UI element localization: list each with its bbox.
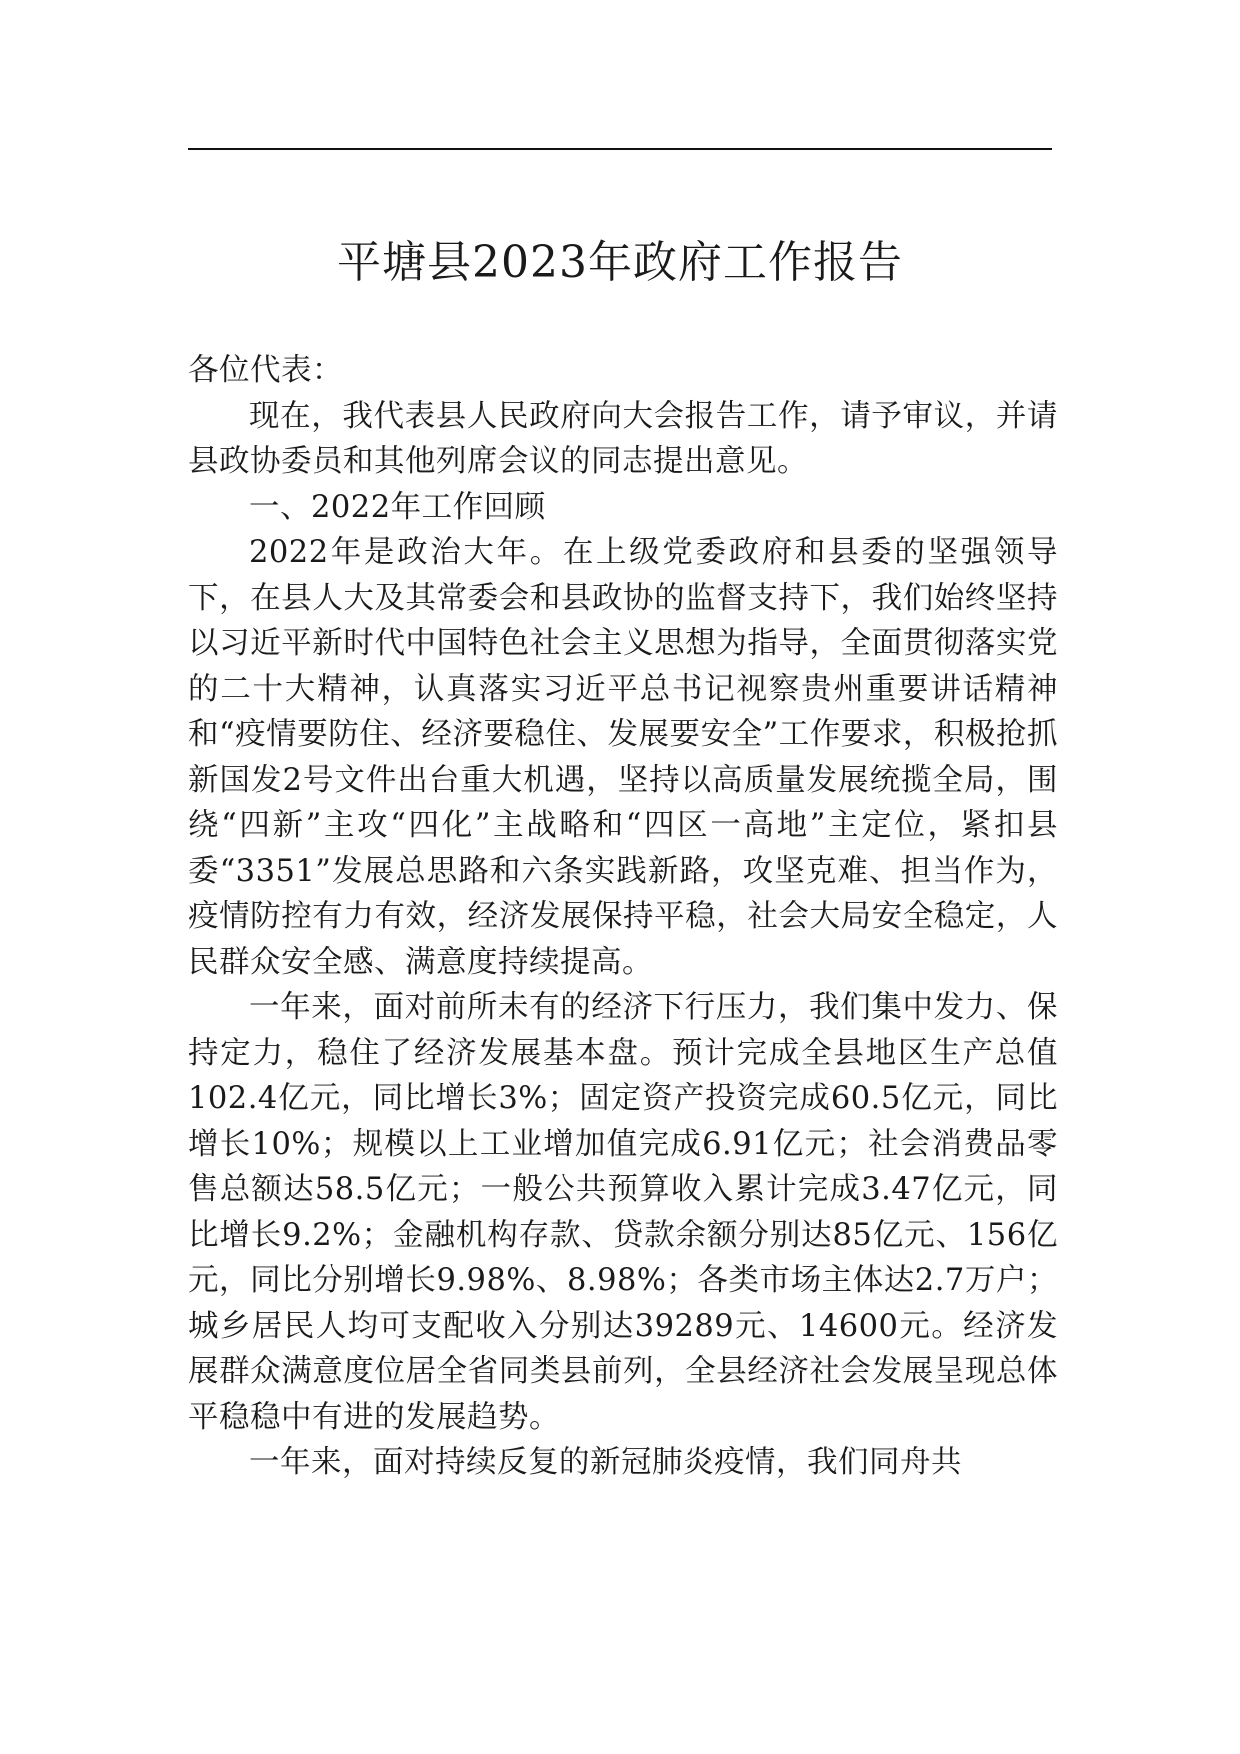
paragraph-epidemic: 一年来，面对持续反复的新冠肺炎疫情，我们同舟共 (249, 1445, 962, 1480)
paragraph-economy: 一年来，面对前所未有的经济下行压力，我们集中发力、保持定力，稳住了经济发展基本盘。预计完成全县地区生产总值102.4亿元，同比增长3%；固定资产投资完成60.5亿元，同比增长10%；规模以上工业增加值完成6.91亿元；社会消费品零售总额达58.5亿元；一般公共预算收入累计完成3.47亿元，同比增长9.2%；金融机构存款、贷款余额分别达85亿元、156亿元，同比分别增长9.98%、8.98%；各类市场主体达2.7万户；城乡居民人均可支配收入分别达39289元、14600元。经济发展群众满意度位居全省同类县前列，全县经济社会发展呈现总体平稳稳中有进的发展趋势。 (188, 990, 1058, 1435)
paragraph-opening: 现在，我代表县人民政府向大会报告工作，请予审议，并请县政协委员和其他列席会议的同志提出意见。 (188, 398, 1058, 479)
paragraph-overview: 2022年是政治大年。在上级党委政府和县委的坚强领导下，在县人大及其常委会和县政协的监督支持下，我们始终坚持以习近平新时代中国特色社会主义思想为指导，全面贯彻落实党的二十大精神，认真落实习近平总书记视察贵州重要讲话精神和“疫情要防住、经济要稳住、发展要安全”工作要求，积极抢抓新国发2号文件出台重大机遇，坚持以高质量发展统揽全局，围绕“四新”主攻“四化”主战略和“四区一高地”主定位，紧扣县委“3351”发展总思路和六条实践新路，攻坚克难、担当作为，疫情防控有力有效，经济发展保持平稳，社会大局安全稳定，人民群众安全感、满意度持续提高。 (188, 535, 1058, 980)
document-body (188, 348, 1058, 1486)
header-rule (188, 148, 1052, 150)
salutation: 各位代表： (188, 353, 343, 388)
section-heading: 一、2022年工作回顾 (249, 489, 546, 525)
document-title: 平塘县2023年政府工作报告 (337, 237, 903, 288)
